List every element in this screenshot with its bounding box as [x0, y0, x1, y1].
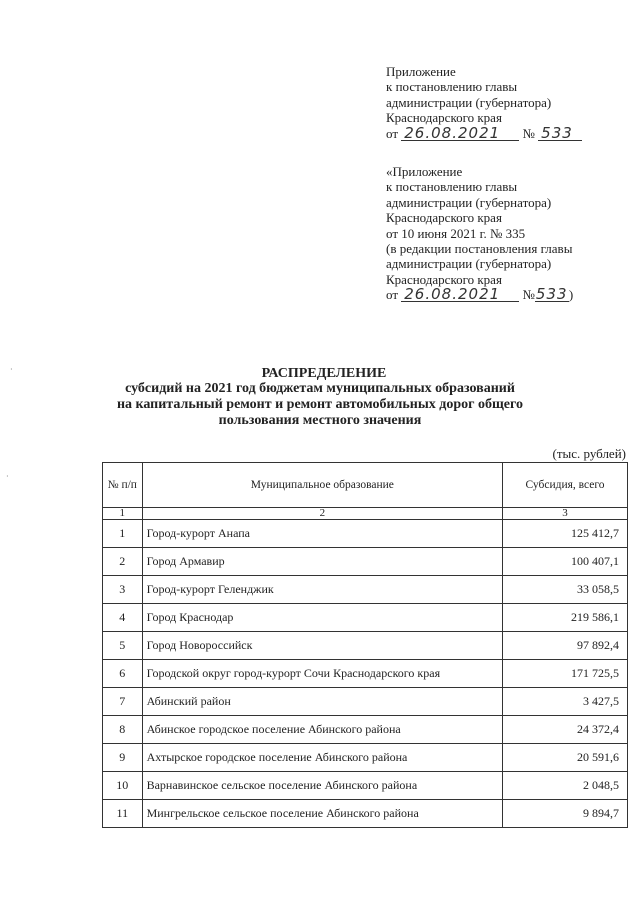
distribution-table [102, 462, 628, 828]
subsidy-amount: 3 427,5 [503, 688, 628, 716]
appendix-line: администрации (губернатора) [386, 256, 552, 272]
municipality-name: Абинский район [142, 688, 502, 716]
row-number: 11 [103, 800, 143, 828]
subtitle-line: пользования местного значения [218, 413, 422, 428]
subsidy-amount: 219 586,1 [503, 604, 628, 632]
handwritten-date: 26.08.2021 [401, 126, 519, 141]
header-amount: Субсидия, всего [503, 463, 628, 508]
municipality-name: Город-курорт Геленджик [142, 576, 502, 604]
column-index-row [103, 508, 628, 520]
scan-speck: · [10, 365, 13, 374]
document-subtitle [0, 381, 640, 429]
handwritten-number: 533 [538, 126, 582, 141]
municipality-name: Город Новороссийск [142, 632, 502, 660]
appendix-line: «Приложение [386, 164, 463, 179]
appendix-line: (в редакции постановления главы [386, 241, 573, 257]
table-row [103, 800, 628, 828]
appendix-line: к постановлению главы [386, 179, 518, 195]
appendix-line: Краснодарского края [386, 271, 502, 287]
row-number: 4 [103, 604, 143, 632]
appendix-line: Приложение [386, 64, 456, 79]
municipality-name: Варнавинское сельское поселение Абинского района [142, 772, 502, 800]
appendix-line: администрации (губернатора) [386, 94, 552, 110]
document-title: РАСПРЕДЕЛЕНИЕ [261, 366, 387, 381]
subsidy-amount: 9 894,7 [503, 800, 628, 828]
subsidy-amount: 2 048,5 [503, 772, 628, 800]
municipality-name: Город-курорт Анапа [142, 520, 502, 548]
table-row [103, 548, 628, 576]
appendix-header-current [386, 64, 582, 141]
municipality-name: Городской округ город-курорт Сочи Краснодарского края [142, 660, 502, 688]
appendix-line: к постановлению главы [386, 79, 518, 95]
date-prefix: от [386, 125, 399, 141]
header-num: № п/п [103, 463, 143, 508]
municipality-name: Город Армавир [142, 548, 502, 576]
column-index: 2 [142, 508, 502, 520]
appendix-date-line [386, 123, 582, 142]
closing-paren: ) [568, 287, 574, 303]
number-prefix: № [522, 125, 535, 141]
appendix-line: Краснодарского края [386, 210, 502, 226]
municipality-name: Абинское городское поселение Абинского района [142, 716, 502, 744]
number-prefix: № [522, 287, 535, 303]
subtitle-line: субсидий на 2021 год бюджетам муниципальных образований [125, 381, 515, 396]
table-row [103, 660, 628, 688]
subsidy-amount: 33 058,5 [503, 576, 628, 604]
subsidy-amount: 125 412,7 [503, 520, 628, 548]
row-number: 1 [103, 520, 143, 548]
table-row [103, 716, 628, 744]
municipality-name: Ахтырское городское поселение Абинского района [142, 744, 502, 772]
appendix-header-original [386, 164, 573, 303]
subsidy-amount: 24 372,4 [503, 716, 628, 744]
units-label: (тыс. рублей) [552, 446, 626, 461]
table-row [103, 744, 628, 772]
subsidy-amount: 20 591,6 [503, 744, 628, 772]
handwritten-number: 533 [535, 285, 568, 304]
row-number: 8 [103, 716, 143, 744]
column-index: 3 [503, 508, 628, 520]
row-number: 5 [103, 632, 143, 660]
row-number: 7 [103, 688, 143, 716]
column-index: 1 [103, 508, 143, 520]
row-number: 10 [103, 772, 143, 800]
table-row [103, 520, 628, 548]
table-row [103, 772, 628, 800]
appendix-line: от 10 июня 2021 г. № 335 [386, 225, 526, 241]
appendix-line: Краснодарского края [386, 110, 502, 126]
subsidy-amount: 100 407,1 [503, 548, 628, 576]
table-header-row [103, 463, 628, 508]
row-number: 9 [103, 744, 143, 772]
scan-speck: · [6, 472, 9, 481]
subsidy-amount: 97 892,4 [503, 632, 628, 660]
handwritten-date: 26.08.2021 [401, 287, 519, 302]
table-row [103, 576, 628, 604]
appendix-line: администрации (губернатора) [386, 194, 552, 210]
header-name: Муниципальное образование [142, 463, 502, 508]
table-row [103, 632, 628, 660]
municipality-name: Мингрельское сельское поселение Абинского района [142, 800, 502, 828]
table-row [103, 604, 628, 632]
table-row [103, 688, 628, 716]
date-prefix: от [386, 287, 399, 303]
appendix-date-line [386, 287, 573, 302]
table-body [103, 520, 628, 828]
municipality-name: Город Краснодар [142, 604, 502, 632]
row-number: 6 [103, 660, 143, 688]
subsidy-amount: 171 725,5 [503, 660, 628, 688]
subtitle-line: на капитальный ремонт и ремонт автомобильных дорог общего [116, 397, 524, 412]
row-number: 2 [103, 548, 143, 576]
row-number: 3 [103, 576, 143, 604]
